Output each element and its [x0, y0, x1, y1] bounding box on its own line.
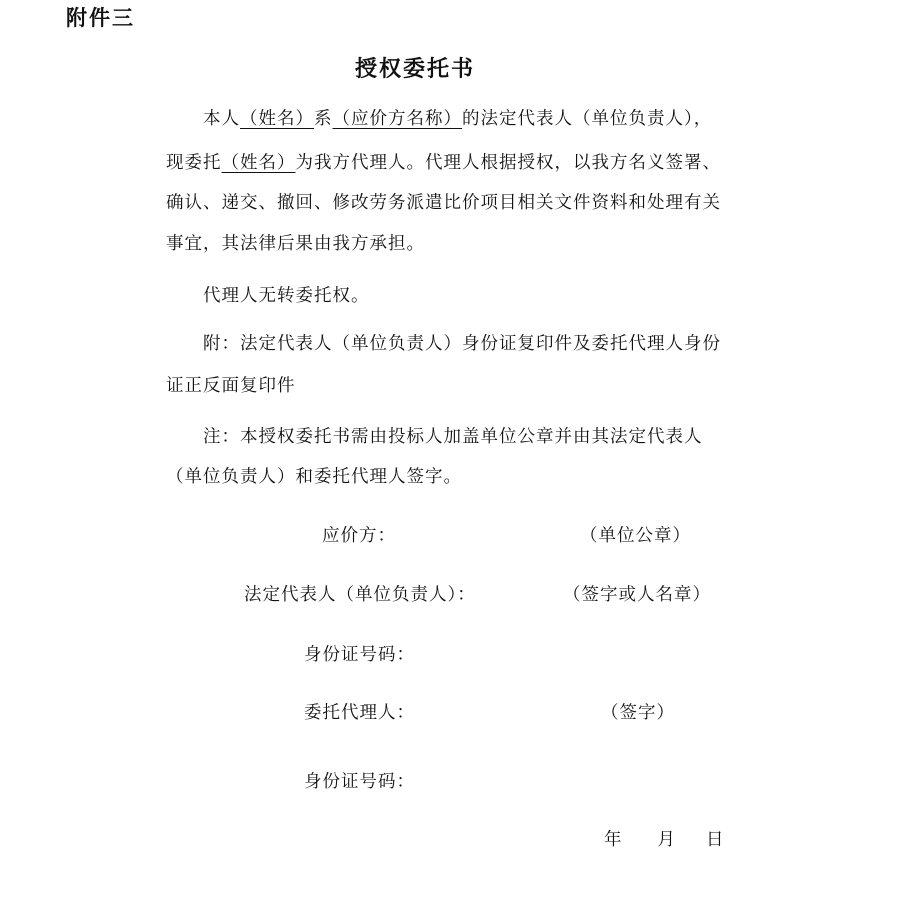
legal-rep-sign-note: （签字或人名章）: [563, 585, 711, 605]
paragraph-no-subdelegation: 代理人无转委托权。: [203, 286, 370, 306]
attachment-label: 附件三: [66, 6, 135, 30]
paragraph-1-line-1: [203, 105, 712, 130]
paragraph-1-line-4: 事宜，其法律后果由我方承担。: [166, 234, 425, 254]
paragraph-1-line-2: [166, 149, 721, 174]
date-line: [604, 826, 725, 851]
date-day: 日: [706, 830, 725, 850]
remark-line-2: （单位负责人）和委托代理人签字。: [166, 467, 462, 487]
attachment-note-line-1: 附：法定代表人（单位负责人）身份证复印件及委托代理人身份: [203, 334, 721, 354]
bidder-seal-note: （单位公章）: [580, 526, 691, 546]
p1-prefix: 本人: [203, 109, 240, 129]
bidder-name-blank: （应价方名称）: [332, 109, 462, 129]
p1-mid: 系: [314, 109, 333, 129]
agent-sign-note: （签字）: [601, 703, 675, 723]
date-month: 月: [657, 830, 676, 850]
paragraph-1-line-3: 确认、递交、撤回、修改劳务派遣比价项目相关文件资料和处理有关: [166, 193, 721, 213]
remark-line-1: 注：本授权委托书需由投标人加盖单位公章并由其法定代表人: [203, 427, 703, 447]
agent-id-label: 身份证号码：: [304, 772, 415, 792]
legal-rep-id-label: 身份证号码：: [304, 645, 415, 665]
p1-line2-suffix: 为我方代理人。代理人根据授权，以我方名义签署、: [295, 153, 721, 173]
date-year: 年: [604, 830, 623, 850]
p1-suffix: 的法定代表人（单位负责人），: [462, 109, 713, 129]
p1-line2-prefix: 现委托: [166, 153, 222, 173]
agent-label: 委托代理人：: [304, 703, 415, 723]
document-title: 授权委托书: [354, 57, 475, 82]
legal-rep-label: 法定代表人（单位负责人）：: [244, 585, 476, 605]
attachment-note-line-2: 证正反面复印件: [166, 376, 296, 396]
principal-name-blank: （姓名）: [240, 109, 314, 129]
agent-name-blank: （姓名）: [221, 153, 296, 173]
bidder-label: 应价方：: [322, 526, 396, 546]
